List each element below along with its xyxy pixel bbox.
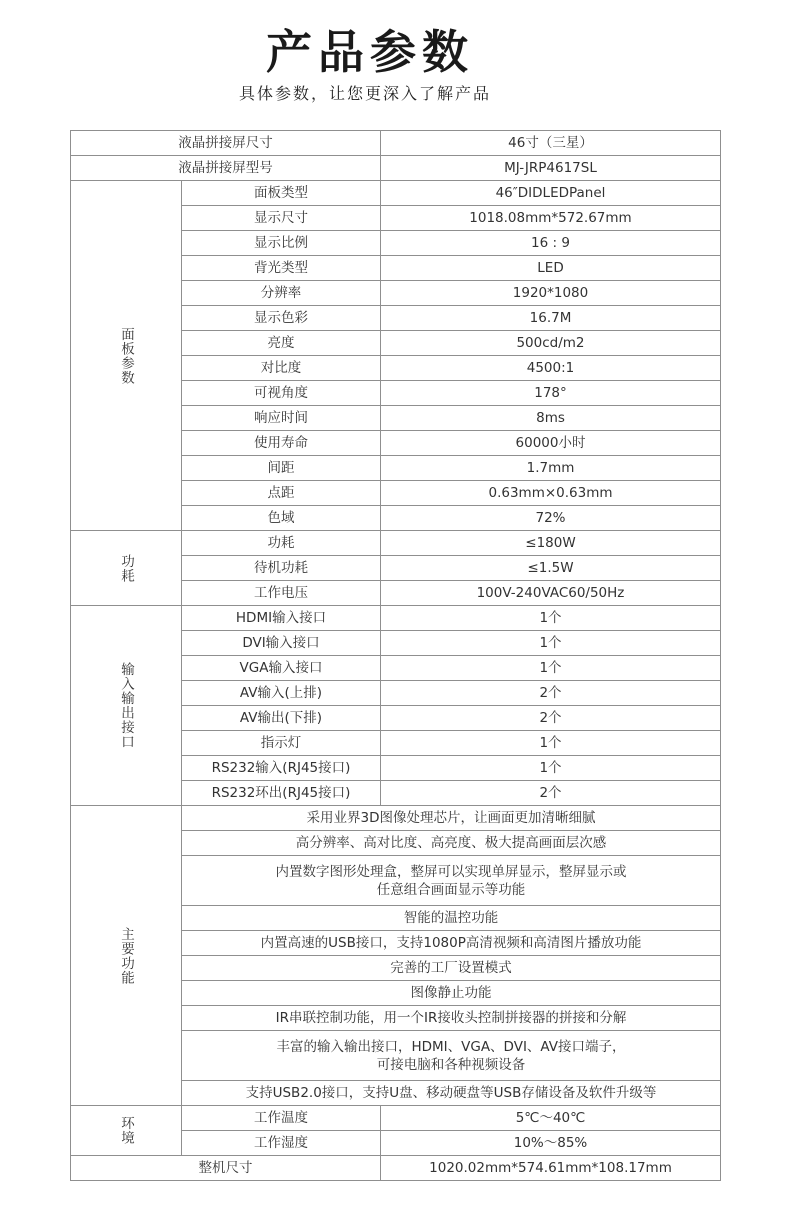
feature-text (182, 931, 721, 956)
spec-value: 8ms (381, 406, 721, 431)
spec-value: 2个 (381, 706, 721, 731)
spec-value: 1920*1080 (381, 281, 721, 306)
spec-label: 使用寿命 (182, 431, 381, 456)
table-row (71, 131, 721, 156)
spec-label: DVI输入接口 (182, 631, 381, 656)
spec-value: LED (381, 256, 721, 281)
spec-label: 液晶拼接屏型号 (71, 156, 381, 181)
spec-value: 1个 (381, 731, 721, 756)
spec-label: 可视角度 (182, 381, 381, 406)
spec-value: 46寸（三星） (381, 131, 721, 156)
spec-label: 待机功耗 (182, 556, 381, 581)
table-row (71, 181, 721, 206)
spec-value: 500cd/m2 (381, 331, 721, 356)
table-row (71, 606, 721, 631)
spec-label: VGA输入接口 (182, 656, 381, 681)
table-row (71, 1106, 721, 1131)
spec-value: MJ-JRP4617SL (381, 156, 721, 181)
spec-label: 点距 (182, 481, 381, 506)
spec-value: 60000小时 (381, 431, 721, 456)
feature-text (182, 906, 721, 931)
spec-label: 对比度 (182, 356, 381, 381)
group-label-panel: 面板参数 (71, 181, 182, 531)
spec-value: 100V-240VAC60/50Hz (381, 581, 721, 606)
spec-value: 1018.08mm*572.67mm (381, 206, 721, 231)
group-label-environment: 环境 (71, 1106, 182, 1156)
feature-text (182, 1006, 721, 1031)
spec-value: 2个 (381, 681, 721, 706)
spec-value: 1个 (381, 756, 721, 781)
page-subtitle: 具体参数，让您更深入了解产品 (238, 84, 491, 103)
spec-value: ≤1.5W (381, 556, 721, 581)
spec-label: 亮度 (182, 331, 381, 356)
spec-label: 工作湿度 (182, 1131, 381, 1156)
feature-line: 丰富的输入输出接口，HDMI、VGA、DVI、AV接口端子， (276, 1038, 626, 1055)
spec-value: 0.63mm×0.63mm (381, 481, 721, 506)
feature-text (182, 981, 721, 1006)
spec-value: 1020.02mm*574.61mm*108.17mm (381, 1156, 721, 1181)
spec-label: 分辨率 (182, 281, 381, 306)
feature-text (182, 856, 721, 906)
spec-label: 指示灯 (182, 731, 381, 756)
spec-label: 显示色彩 (182, 306, 381, 331)
feature-text (182, 956, 721, 981)
spec-label: 整机尺寸 (71, 1156, 381, 1181)
spec-label: 功耗 (182, 531, 381, 556)
spec-label: 显示尺寸 (182, 206, 381, 231)
feature-line: 支持USB2.0接口，支持U盘、移动硬盘等USB存储设备及软件升级等 (245, 1085, 657, 1101)
spec-label: 液晶拼接屏尺寸 (71, 131, 381, 156)
feature-line: 采用业界3D图像处理芯片，让画面更加清晰细腻 (306, 810, 596, 826)
spec-value: 46″DIDLEDPanel (381, 181, 721, 206)
spec-value: 178° (381, 381, 721, 406)
feature-text (182, 806, 721, 831)
spec-label: 工作电压 (182, 581, 381, 606)
spec-label: RS232环出(RJ45接口) (182, 781, 381, 806)
spec-label: HDMI输入接口 (182, 606, 381, 631)
spec-value: 1.7mm (381, 456, 721, 481)
feature-line: 任意组合画面显示等功能 (376, 881, 526, 898)
feature-line: 内置高速的USB接口，支持1080P高清视频和高清图片播放功能 (260, 935, 642, 951)
table-row (71, 806, 721, 831)
spec-value: 16 : 9 (381, 231, 721, 256)
feature-line: 智能的温控功能 (403, 910, 499, 926)
table-row (71, 531, 721, 556)
table-row (71, 1156, 721, 1181)
spec-value: ≤180W (381, 531, 721, 556)
spec-value: 16.7M (381, 306, 721, 331)
spec-table (70, 130, 721, 1181)
feature-line: IR串联控制功能，用一个IR接收头控制拼接器的拼接和分解 (275, 1010, 627, 1026)
spec-label: 面板类型 (182, 181, 381, 206)
spec-label: AV输出(下排) (182, 706, 381, 731)
spec-label: 显示比例 (182, 231, 381, 256)
spec-value: 72% (381, 506, 721, 531)
feature-line: 高分辨率、高对比度、高亮度、极大提高画面层次感 (295, 835, 607, 851)
spec-value: 10%～85% (381, 1131, 721, 1156)
feature-line: 完善的工厂设置模式 (390, 960, 512, 976)
group-label-features: 主要功能 (71, 806, 182, 1106)
feature-line: 内置数字图形处理盒，整屏可以实现单屏显示，整屏显示或 (275, 863, 627, 880)
page-title: 产品参数 (266, 25, 474, 79)
group-label-power: 功耗 (71, 531, 182, 606)
group-label-io: 输入输出接口 (71, 606, 182, 806)
spec-value: 4500:1 (381, 356, 721, 381)
feature-text (182, 831, 721, 856)
spec-label: AV输入(上排) (182, 681, 381, 706)
table-row (71, 156, 721, 181)
spec-value: 2个 (381, 781, 721, 806)
spec-label: 背光类型 (182, 256, 381, 281)
spec-value: 1个 (381, 606, 721, 631)
spec-value: 1个 (381, 631, 721, 656)
spec-value: 5℃～40℃ (381, 1106, 721, 1131)
spec-label: 响应时间 (182, 406, 381, 431)
feature-text (182, 1031, 721, 1081)
spec-label: 工作温度 (182, 1106, 381, 1131)
spec-value: 1个 (381, 656, 721, 681)
spec-label: 色域 (182, 506, 381, 531)
feature-line: 可接电脑和各种视频设备 (376, 1056, 526, 1073)
feature-line: 图像静止功能 (410, 985, 492, 1001)
spec-label: RS232输入(RJ45接口) (182, 756, 381, 781)
spec-label: 间距 (182, 456, 381, 481)
feature-text (182, 1081, 721, 1106)
